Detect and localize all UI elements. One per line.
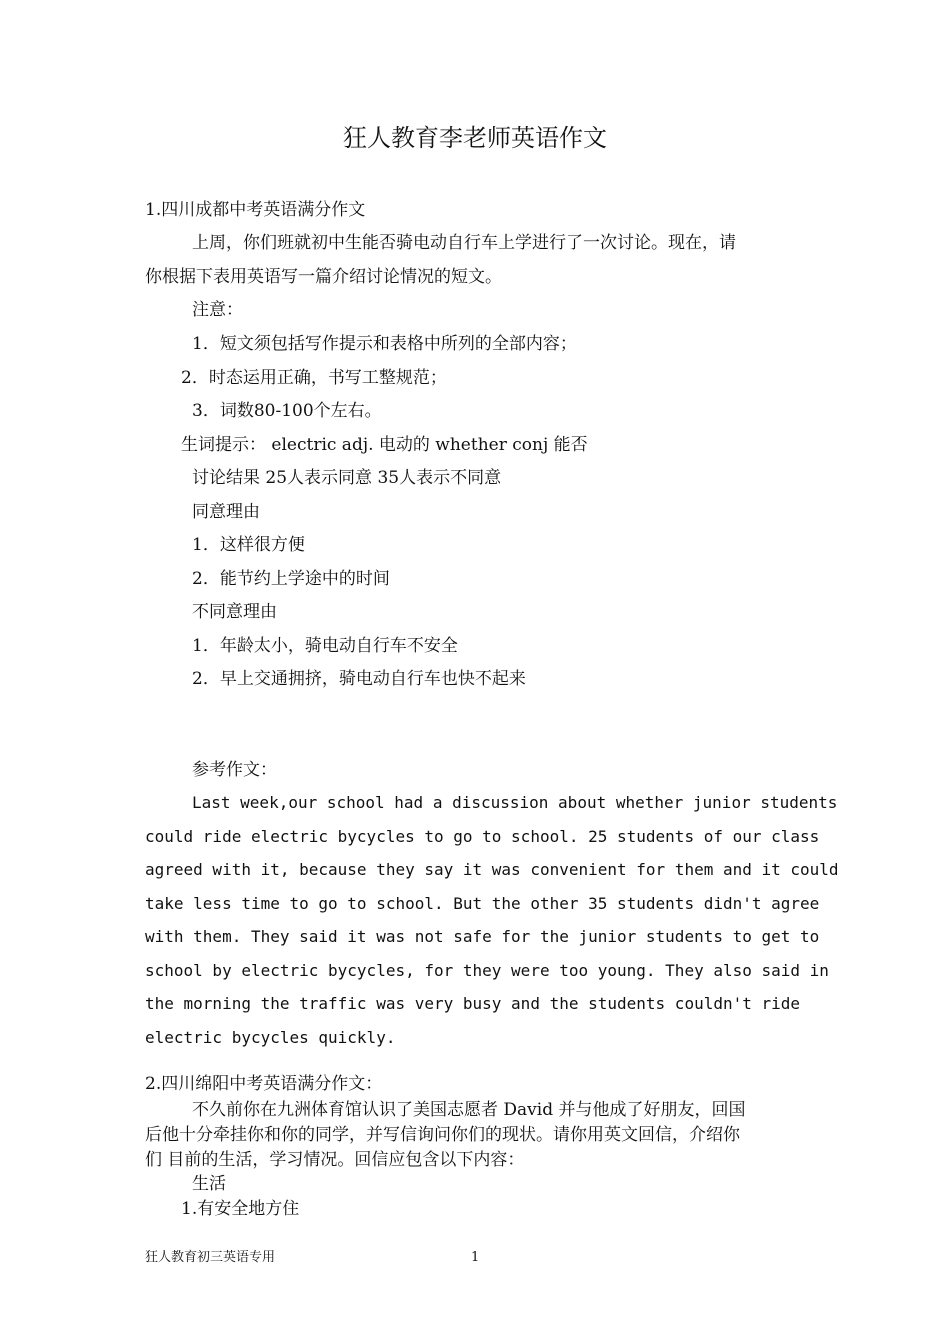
section1-prompt-line2: 你根据下表用英语写一篇介绍讨论情况的短文。 <box>145 267 502 287</box>
note-2: 2．时态运用正确，书写工整规范； <box>181 368 447 388</box>
note-3: 3．词数80-100个左右。 <box>192 401 382 421</box>
section1-heading: 1.四川成都中考英语满分作文 <box>145 200 366 220</box>
essay-line: could ride electric bycycles to go to school. 25 students of our class <box>145 827 820 846</box>
document-title: 狂人教育李老师英语作文 <box>343 124 607 152</box>
essay-line: agreed with it, because they say it was convenient for them and it could <box>145 860 839 879</box>
agree-reason-2: 2．能节约上学途中的时间 <box>192 569 390 589</box>
life-label: 生活 <box>192 1174 226 1194</box>
essay-line: school by electric bycycles, for they were too young. They also said in <box>145 961 829 980</box>
agree-reason-1: 1．这样很方便 <box>192 535 305 555</box>
page-number: 1 <box>471 1250 480 1265</box>
essay-line: with them. They said it was not safe for the junior students to get to <box>145 927 820 946</box>
notes-label: 注意： <box>192 300 243 320</box>
section1-prompt-line1: 上周，你们班就初中生能否骑电动自行车上学进行了一次讨论。现在，请 <box>192 233 736 253</box>
discussion-result: 讨论结果 25人表示同意 35人表示不同意 <box>192 468 502 488</box>
section2-prompt-line2: 后他十分牵挂你和你的同学，并写信询问你们的现状。请你用英文回信，介绍你 <box>145 1125 740 1145</box>
essay-line: Last week,our school had a discussion about whether junior students <box>192 793 838 812</box>
disagree-label: 不同意理由 <box>192 602 277 622</box>
section2-prompt-line1: 不久前你在九洲体育馆认识了美国志愿者 David 并与他成了好朋友，回国 <box>192 1100 746 1120</box>
section2-heading: 2.四川绵阳中考英语满分作文： <box>145 1074 383 1094</box>
life-item-1: 1.有安全地方住 <box>181 1199 300 1219</box>
agree-label: 同意理由 <box>192 502 260 522</box>
essay-line: electric bycycles quickly. <box>145 1028 396 1047</box>
essay-line: take less time to go to school. But the other 35 students didn't agree <box>145 894 820 913</box>
footer-text: 狂人教育初三英语专用 <box>145 1250 276 1265</box>
disagree-reason-1: 1．年龄太小，骑电动自行车不安全 <box>192 636 458 656</box>
reference-label: 参考作文： <box>192 760 277 780</box>
vocab-hint: 生词提示： electric adj. 电动的 whether conj 能否 <box>181 435 588 455</box>
note-1: 1．短文须包括写作提示和表格中所列的全部内容； <box>192 334 577 354</box>
disagree-reason-2: 2．早上交通拥挤，骑电动自行车也快不起来 <box>192 669 526 689</box>
essay-line: the morning the traffic was very busy and the students couldn't ride <box>145 994 801 1013</box>
section2-prompt-line3: 们 目前的生活，学习情况。回信应包含以下内容： <box>145 1150 525 1170</box>
